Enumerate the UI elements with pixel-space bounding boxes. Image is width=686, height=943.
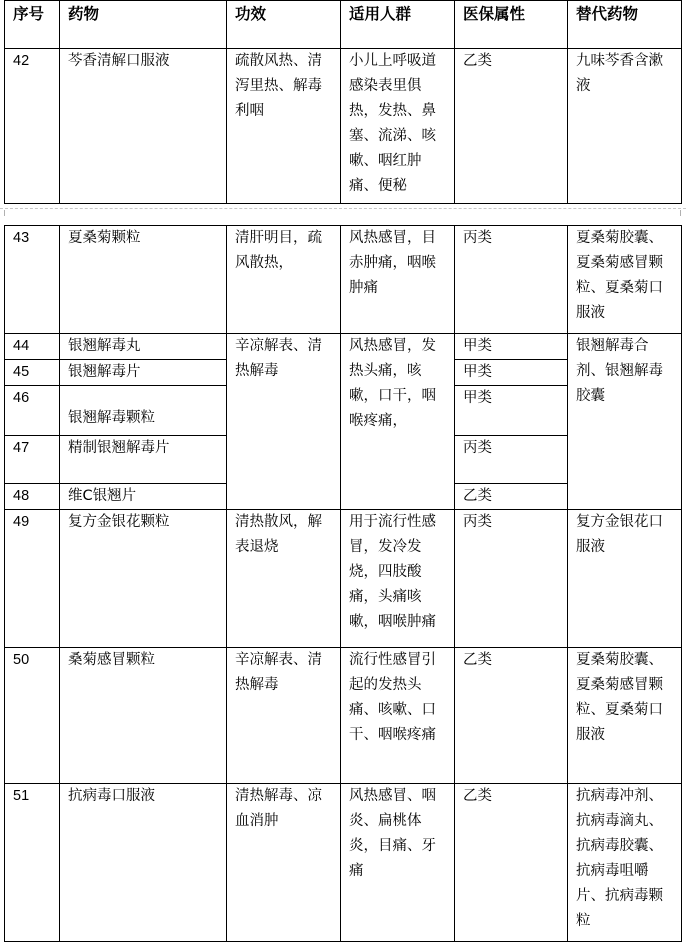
table-row [5,334,682,360]
row-alternative: 复方金银花口服液 [568,510,682,648]
row-no: 45 [5,360,60,386]
row-drug: 芩香清解口服液 [60,49,227,204]
group-alternative: 银翘解毒合剂、银翘解毒胶囊 [568,334,682,510]
row-indication: 风热感冒、咽炎、扁桃体炎，目痛、牙痛 [341,784,455,942]
row-insurance: 乙类 [455,648,568,784]
table-row [5,510,682,648]
table-row [5,49,682,204]
row-insurance: 乙类 [455,49,568,204]
table-row [5,226,682,334]
header-indication: 适用人群 [341,1,455,49]
header-drug: 药物 [60,1,227,49]
table-header-row [5,1,682,49]
header-insurance: 医保属性 [455,1,568,49]
row-no: 50 [5,648,60,784]
row-drug: 精制银翘解毒片 [60,436,227,484]
table-row [5,784,682,942]
group-indication: 风热感冒，发热头痛，咳嗽，口干，咽喉疼痛， [341,334,455,510]
row-insurance: 丙类 [455,226,568,334]
row-drug: 桑菊感冒颗粒 [60,648,227,784]
row-alternative: 夏桑菊胶囊、夏桑菊感冒颗粒、夏桑菊口服液 [568,648,682,784]
row-insurance: 甲类 [455,334,568,360]
row-insurance: 丙类 [455,436,568,484]
group-effect: 辛凉解表、清热解毒 [227,334,341,510]
header-alternative: 替代药物 [568,1,682,49]
page-break-mark [680,210,681,216]
row-alternative: 抗病毒冲剂、抗病毒滴丸、抗病毒胶囊、抗病毒咀嚼片、抗病毒颗粒 [568,784,682,942]
row-insurance: 乙类 [455,484,568,510]
row-no: 44 [5,334,60,360]
header-effect: 功效 [227,1,341,49]
row-alternative: 九味芩香含漱液 [568,49,682,204]
table-row [5,648,682,784]
row-effect: 疏散风热、清泻里热、解毒利咽 [227,49,341,204]
row-effect: 辛凉解表、清热解毒 [227,648,341,784]
row-indication: 用于流行性感冒，发冷发烧，四肢酸痛，头痛咳嗽，咽喉肿痛 [341,510,455,648]
row-drug: 银翘解毒丸 [60,334,227,360]
row-insurance: 甲类 [455,360,568,386]
row-insurance: 甲类 [455,386,568,436]
row-effect: 清肝明目，疏风散热， [227,226,341,334]
drug-table-top [4,0,682,204]
header-no: 序号 [5,1,60,49]
row-drug: 复方金银花颗粒 [60,510,227,648]
row-no: 46 [5,386,60,436]
row-effect: 清热解毒、凉血消肿 [227,784,341,942]
row-drug: 夏桑菊颗粒 [60,226,227,334]
row-drug: 银翘解毒颗粒 [60,386,227,436]
row-insurance: 丙类 [455,510,568,648]
row-insurance: 乙类 [455,784,568,942]
row-drug: 银翘解毒片 [60,360,227,386]
row-no: 51 [5,784,60,942]
row-drug: 抗病毒口服液 [60,784,227,942]
row-no: 48 [5,484,60,510]
drug-table-bottom [4,225,682,942]
row-no: 42 [5,49,60,204]
row-no: 49 [5,510,60,648]
page-break [0,208,686,218]
row-effect: 清热散风，解表退烧 [227,510,341,648]
row-indication: 风热感冒，目赤肿痛，咽喉肿痛 [341,226,455,334]
row-drug: 维C银翘片 [60,484,227,510]
row-indication: 小儿上呼吸道感染表里俱热，发热、鼻塞、流涕、咳嗽、咽红肿痛、便秘 [341,49,455,204]
row-indication: 流行性感冒引起的发热头痛、咳嗽、口干、咽喉疼痛 [341,648,455,784]
row-alternative: 夏桑菊胶囊、夏桑菊感冒颗粒、夏桑菊口服液 [568,226,682,334]
row-no: 43 [5,226,60,334]
row-no: 47 [5,436,60,484]
page-break-mark [4,210,5,216]
